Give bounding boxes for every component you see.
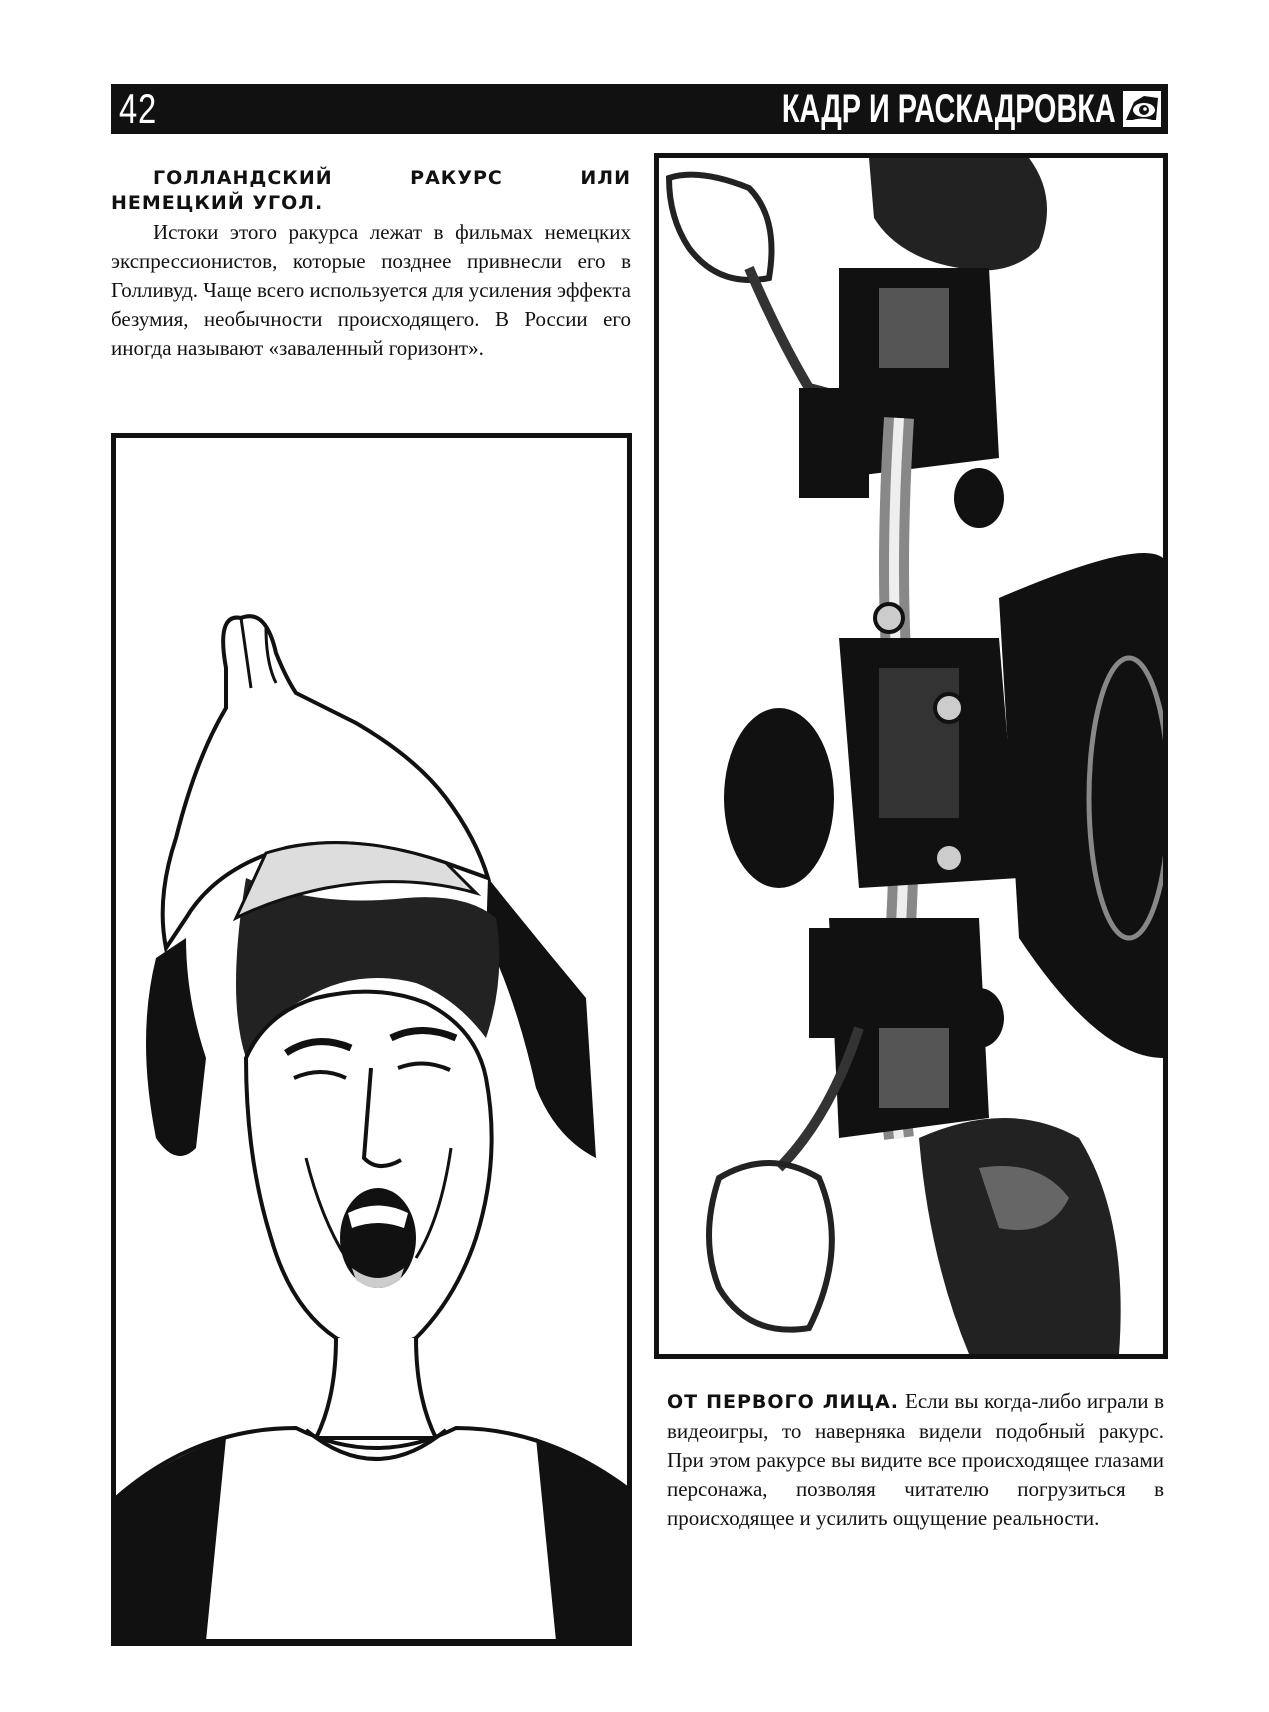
page-header [111,84,1168,134]
eye-camera-icon [1122,90,1162,128]
first-person-paragraph [667,1387,1164,1533]
first-person-section [667,1387,1164,1533]
dutch-angle-text: Истоки этого ракурса лежат в фильмах немецких экспрессионистов, которые позднее привнесли его в Голливуд. Чаще всего используется для усиления эффекта безумия, необычности происходящего. В России его иногда называют «заваленный горизонт». [111,220,631,360]
motorcycle-handlebar-illustration [654,153,1168,1359]
first-person-heading: ОТ ПЕРВОГО ЛИЦА. [667,1391,900,1413]
dutch-angle-heading: ГОЛЛАНДСКИЙ РАКУРС ИЛИ НЕМЕЦКИЙ УГОЛ. [111,167,631,214]
chapter-title: КАДР И РАСКАДРОВКА [782,87,1116,131]
screaming-man-illustration [111,433,632,1646]
page-number: 42 [119,85,158,132]
dutch-angle-section [111,166,631,363]
first-person-text: Если вы когда-либо играли в видеоигры, то наверняка видели подобный ракурс. При этом ракурсе вы видите все происходящее глазами персонажа, позволяя читателю погрузиться в происходящее и усилить ощущение реальности. [667,1389,1164,1530]
